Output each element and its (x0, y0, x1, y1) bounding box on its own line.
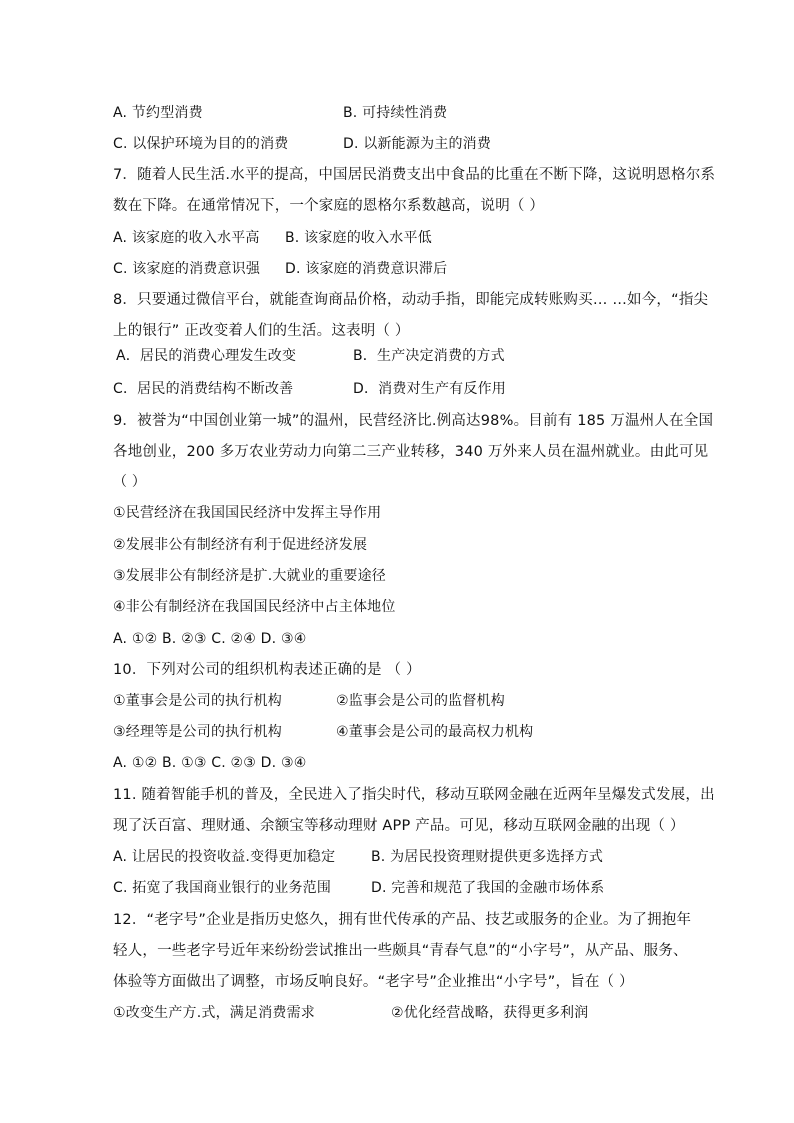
q11-option-c: C. 拓宽了我国商业银行的业务范围 (113, 880, 332, 896)
q6-option-d: D. 以新能源为主的消费 (343, 136, 492, 152)
q11-option-a: A. 让居民的投资收益.变得更加稳定 (113, 849, 336, 865)
q10-options: A. ①② B. ①③ C. ②③ D. ③④ (113, 755, 307, 771)
q6-option-c: C. 以保护环境为目的的消费 (113, 136, 289, 152)
q11-option-b: B. 为居民投资理财提供更多选择方式 (371, 849, 604, 865)
q11-stem-line-1: 11. 随着智能手机的普及，全民进入了指尖时代，移动互联网金融在近两年呈爆发式发展，出 (113, 787, 715, 803)
q6-option-a: A. 节约型消费 (113, 105, 203, 121)
q11-options-row-2 (113, 878, 605, 898)
q6-options-row-2 (113, 134, 492, 154)
q12-stem-line-2: 轻人，一些老字号近年来纷纷尝试推出一些颇具“青春气息”的“小字号”，从产品、服务、 (113, 943, 688, 959)
q12-statement-2: ②优化经营战略，获得更多利润 (391, 1005, 589, 1021)
q9-statement-2: ②发展非公有制经济有利于促进经济发展 (113, 537, 368, 553)
q8-option-c: C．居民的消费结构不断改善 (113, 381, 294, 397)
q8-options-row-2 (113, 379, 506, 399)
q9-stem-line-1: 9．被誉为“中国创业第一城”的温州，民营经济比.例高达98%。目前有 185 万温州人在全国 (113, 413, 714, 429)
q10-stem-line-1: 10．下列对公司的组织机构表述正确的是 （ ） (113, 662, 421, 678)
q8-options-row-1 (116, 346, 505, 366)
q9-stem-line-3: （ ） (113, 474, 147, 490)
q7-option-a: A. 该家庭的收入水平高 (113, 230, 260, 246)
q10-statement-4: ④董事会是公司的最高权力机构 (336, 724, 534, 740)
q9-statement-3: ③发展非公有制经济是扩.大就业的重要途径 (113, 568, 386, 584)
q9-options: A. ①② B. ②③ C. ②④ D. ③④ (113, 631, 307, 647)
q8-option-b: B．生产决定消费的方式 (353, 348, 505, 364)
q7-stem-line-2: 数在下降。在通常情况下，一个家庭的恩格尔系数越高，说明（ ） (113, 198, 545, 214)
q10-statements-row-2 (113, 722, 534, 742)
q8-option-a: A．居民的消费心理发生改变 (116, 348, 297, 364)
q8-stem-line-2: 上的银行” 正改变着人们的生活。这表明（ ） (113, 323, 410, 339)
q7-stem-line-1: 7．随着人民生活.水平的提高，中国居民消费支出中食品的比重在不断下降，这说明恩格尔系 (113, 167, 716, 183)
q6-options-row-1 (113, 103, 448, 123)
q7-option-d: D. 该家庭的消费意识滞后 (285, 261, 448, 277)
q10-statement-3: ③经理等是公司的执行机构 (113, 724, 282, 740)
q9-stem-line-2: 各地创业，200 多万农业劳动力向第二三产业转移，340 万外来人员在温州就业。由此可见 (113, 444, 709, 460)
q12-statement-1: ①改变生产方.式，满足消费需求 (113, 1005, 316, 1021)
q12-stem-line-1: 12．“老字号”企业是指历史悠久，拥有世代传承的产品、技艺或服务的企业。为了拥抱年 (113, 912, 692, 928)
q8-option-d: D．消费对生产有反作用 (353, 381, 506, 397)
q8-stem-line-1: 8．只要通过微信平台，就能查询商品价格，动动手指，即能完成转账购买… …如今，“指尖 (113, 292, 709, 308)
q12-statements-row-1 (113, 1003, 589, 1023)
q10-statements-row-1 (113, 691, 505, 711)
q10-statement-2: ②监事会是公司的监督机构 (336, 693, 505, 709)
q11-option-d: D. 完善和规范了我国的金融市场体系 (371, 880, 605, 896)
q7-options-row-2 (113, 259, 448, 279)
q11-options-row-1 (113, 847, 604, 867)
q11-stem-line-2: 现了沃百富、理财通、余额宝等移动理财 APP 产品。可见，移动互联网金融的出现（ ） (113, 818, 685, 834)
q7-option-b: B. 该家庭的收入水平低 (285, 230, 432, 246)
q12-stem-line-3: 体验等方面做出了调整，市场反响良好。“老字号”企业推出“小字号”，旨在（ ） (113, 974, 634, 990)
q9-statement-1: ①民营经济在我国国民经济中发挥主导作用 (113, 505, 382, 521)
q6-option-b: B. 可持续性消费 (343, 105, 448, 121)
q7-option-c: C. 该家庭的消费意识强 (113, 261, 261, 277)
q10-statement-1: ①董事会是公司的执行机构 (113, 693, 282, 709)
q9-statement-4: ④非公有制经济在我国国民经济中占主体地位 (113, 599, 396, 615)
q7-options-row-1 (113, 228, 432, 248)
